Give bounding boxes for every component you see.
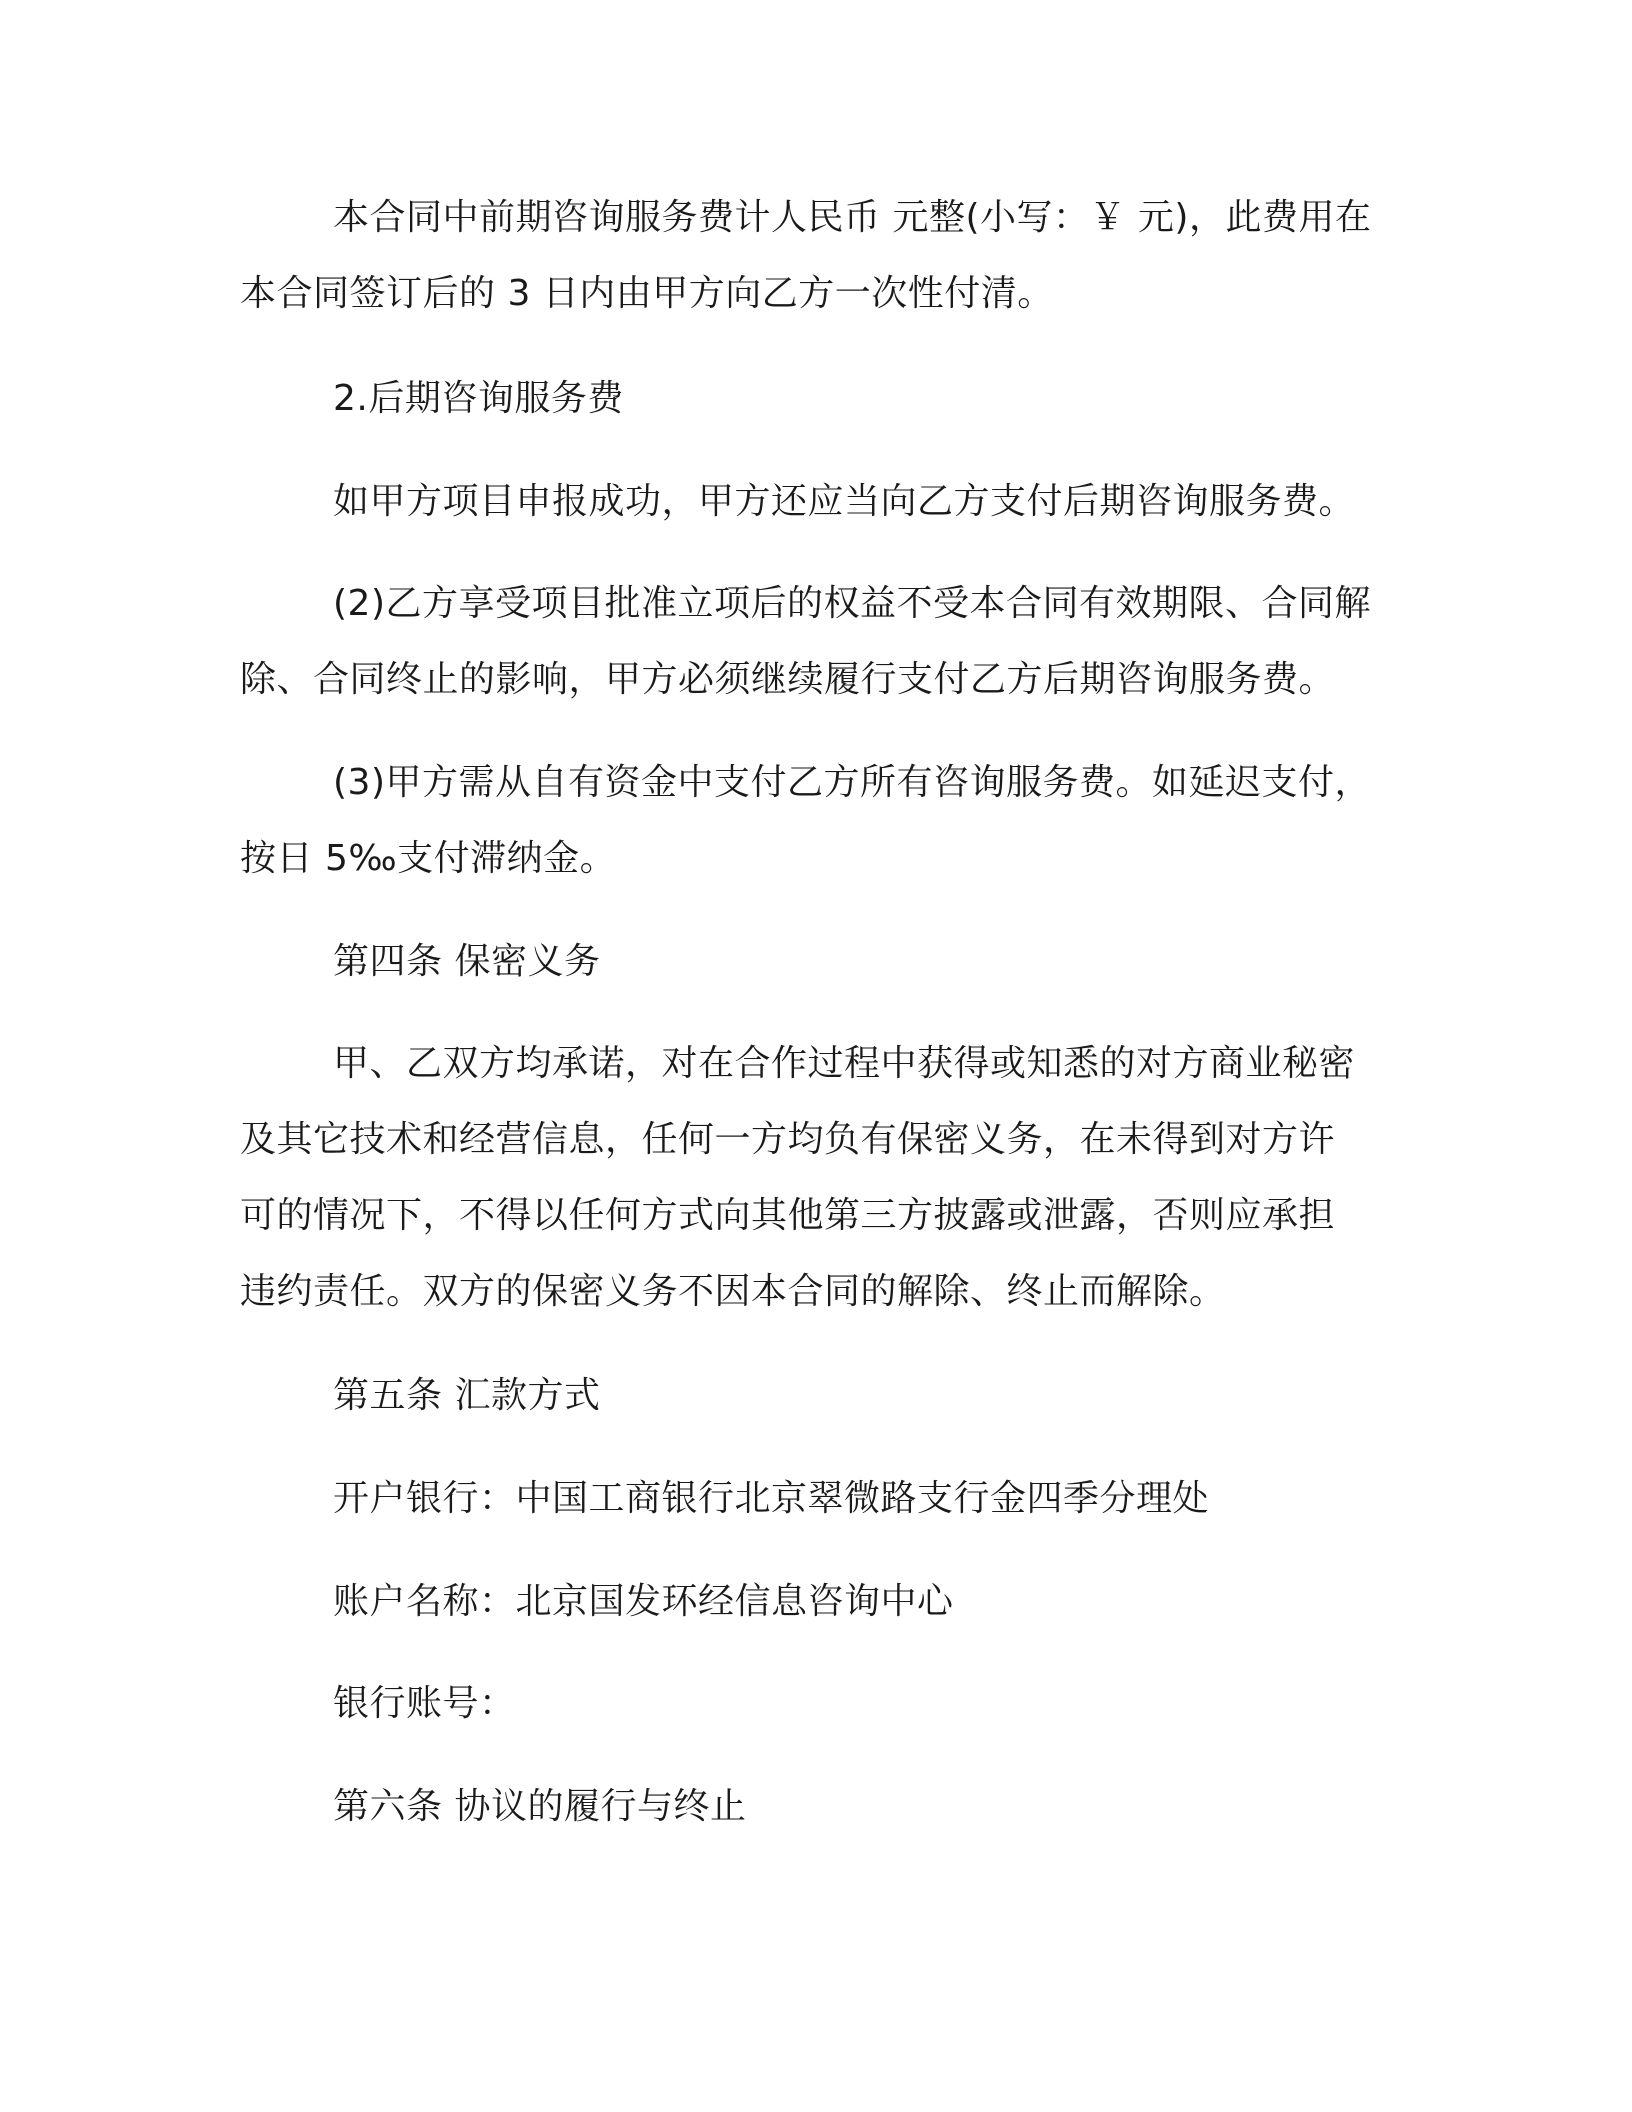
bank-name-line: 开户银行：中国工商银行北京翠微路支行金四季分理处 bbox=[333, 1478, 1210, 1519]
paragraph-fee-line-1: 本合同中前期咨询服务费计人民币 元整(小写：￥ 元)，此费用在 bbox=[333, 197, 1372, 238]
paragraph-item-2-line-2: 除、合同终止的影响，甲方必须继续履行支付乙方后期咨询服务费。 bbox=[240, 659, 1336, 700]
paragraph-confidentiality-line-2: 及其它技术和经营信息，任何一方均负有保密义务，在未得到对方许 bbox=[240, 1119, 1336, 1160]
heading-article-6: 第六条 协议的履行与终止 bbox=[333, 1786, 747, 1827]
paragraph-item-3-line-2: 按日 5‰支付滞纳金。 bbox=[240, 838, 617, 879]
paragraph-item-3-line-1: (3)甲方需从自有资金中支付乙方所有咨询服务费。如延迟支付， bbox=[333, 762, 1371, 803]
account-number-line: 银行账号： bbox=[333, 1683, 516, 1724]
paragraph-confidentiality-line-1: 甲、乙双方均承诺，对在合作过程中获得或知悉的对方商业秘密 bbox=[333, 1043, 1356, 1084]
heading-article-4: 第四条 保密义务 bbox=[333, 941, 601, 982]
heading-article-5: 第五条 汇款方式 bbox=[333, 1375, 601, 1416]
paragraph-item-2-line-1: (2)乙方享受项目批准立项后的权益不受本合同有效期限、合同解 bbox=[333, 583, 1371, 624]
paragraph-fee-line-2: 本合同签订后的 3 日内由甲方向乙方一次性付清。 bbox=[240, 273, 1054, 314]
paragraph-later-fee: 如甲方项目申报成功，甲方还应当向乙方支付后期咨询服务费。 bbox=[333, 481, 1356, 522]
paragraph-confidentiality-line-3: 可的情况下，不得以任何方式向其他第三方披露或泄露，否则应承担 bbox=[240, 1195, 1336, 1236]
heading-later-fee: 2.后期咨询服务费 bbox=[333, 378, 624, 419]
paragraph-confidentiality-line-4: 违约责任。双方的保密义务不因本合同的解除、终止而解除。 bbox=[240, 1271, 1226, 1312]
account-name-line: 账户名称：北京国发环经信息咨询中心 bbox=[333, 1581, 954, 1622]
